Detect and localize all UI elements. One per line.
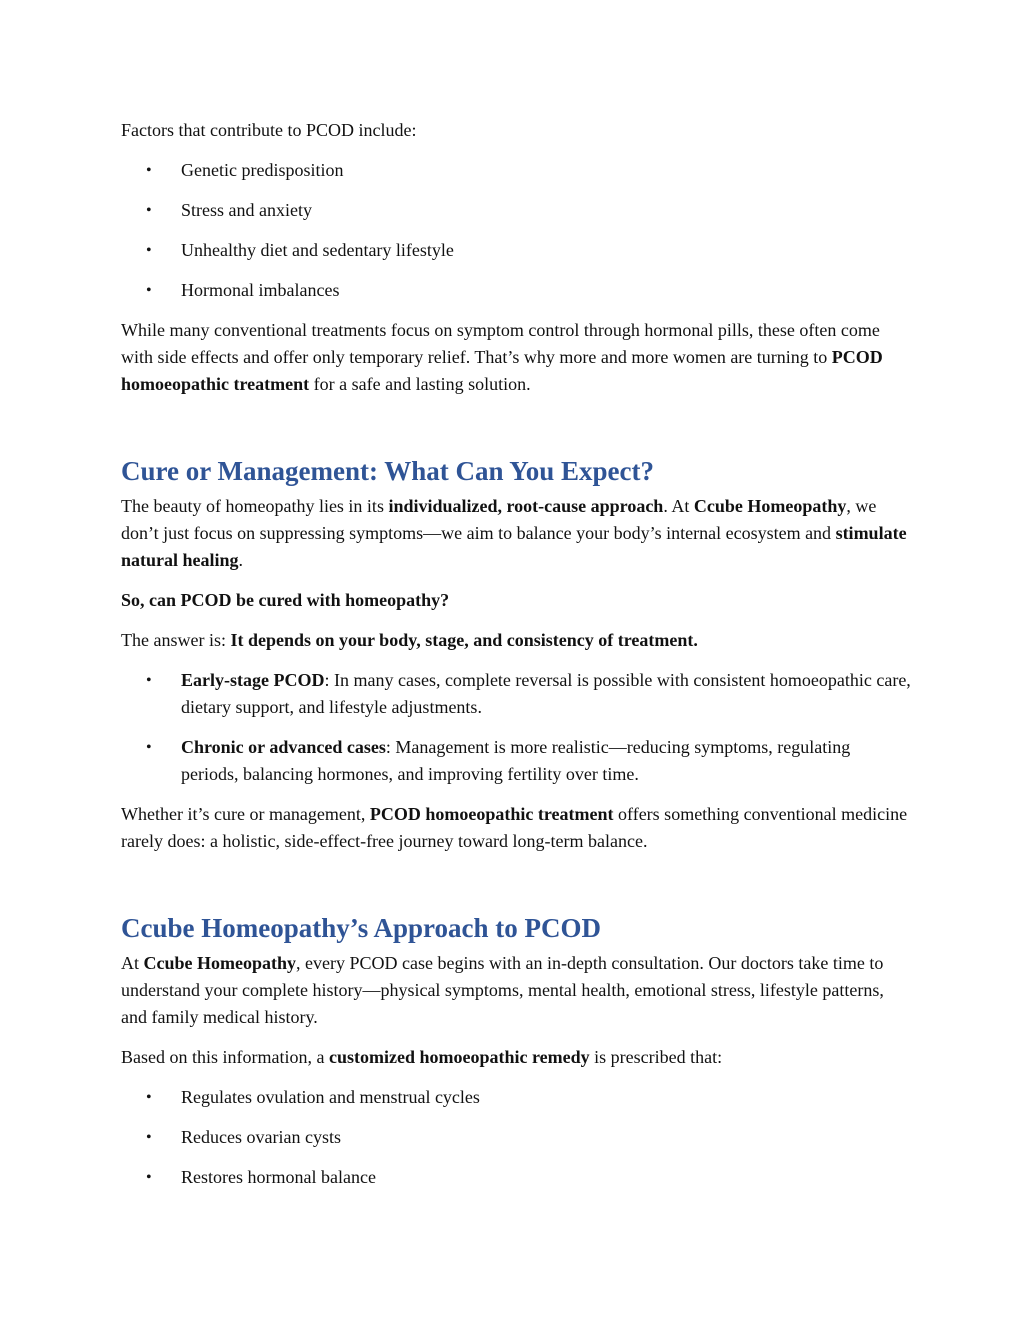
bullet-icon: • (146, 739, 152, 756)
bullet-icon: • (146, 242, 152, 259)
bullet-icon: • (146, 282, 152, 299)
section1-paragraph: The beauty of homeopathy lies in its individualized, root-cause approach. At Ccube Homeopathy, we don’t just focus on suppressing symptoms—we aim to balance your body’s internal ecosystem and stimulate natural healing. (121, 496, 907, 570)
remedy-benefits-list (121, 1084, 911, 1191)
stage-list (121, 667, 911, 788)
section1-question: So, can PCOD be cured with homeopathy? (121, 590, 450, 610)
list-item: • Restores hormonal balance (121, 1164, 911, 1191)
section-heading-cure-or-management: Cure or Management: What Can You Expect? (121, 456, 654, 486)
section2-remedy-paragraph: Based on this information, a customized homoeopathic remedy is prescribed that: (121, 1047, 723, 1067)
bullet-icon: • (146, 672, 152, 689)
factors-lead: Factors that contribute to PCOD include: (121, 120, 417, 140)
document-body (121, 117, 911, 1204)
bullet-icon: • (146, 1129, 152, 1146)
list-item: • Unhealthy diet and sedentary lifestyle (121, 237, 911, 264)
bullet-icon: • (146, 162, 152, 179)
bullet-icon: • (146, 202, 152, 219)
section1-answer: The answer is: It depends on your body, stage, and consistency of treatment. (121, 630, 698, 650)
section1-closing-paragraph: Whether it’s cure or management, PCOD homoeopathic treatment offers something conventional medicine rarely does: a holistic, side-effect-free journey toward long-term balance. (121, 804, 908, 851)
list-item: • Hormonal imbalances (121, 277, 911, 304)
list-item: • Stress and anxiety (121, 197, 911, 224)
list-item: • Regulates ovulation and menstrual cycles (121, 1084, 911, 1111)
section2-paragraph: At Ccube Homeopathy, every PCOD case begins with an in-depth consultation. Our doctors take time to understand your complete history—physical symptoms, mental health, emotional stress, lifestyle patterns, and family medical history. (121, 953, 884, 1027)
bullet-icon: • (146, 1089, 152, 1106)
list-item: • Genetic predisposition (121, 157, 911, 184)
list-item: • Reduces ovarian cysts (121, 1124, 911, 1151)
bullet-icon: • (146, 1169, 152, 1186)
intro-paragraph: While many conventional treatments focus on symptom control through hormonal pills, these often come with side effects and offer only temporary relief. That’s why more and more women are turning to PCOD homoeopathic treatment for a safe and lasting solution. (121, 320, 883, 394)
list-item: • Early-stage PCOD: In many cases, complete reversal is possible with consistent homoeopathic care, dietary support, and lifestyle adjustments. (121, 667, 911, 721)
list-item: • Chronic or advanced cases: Management is more realistic—reducing symptoms, regulating periods, balancing hormones, and improving fertility over time. (121, 734, 911, 788)
factors-list (121, 157, 911, 304)
section-heading-approach: Ccube Homeopathy’s Approach to PCOD (121, 913, 602, 943)
